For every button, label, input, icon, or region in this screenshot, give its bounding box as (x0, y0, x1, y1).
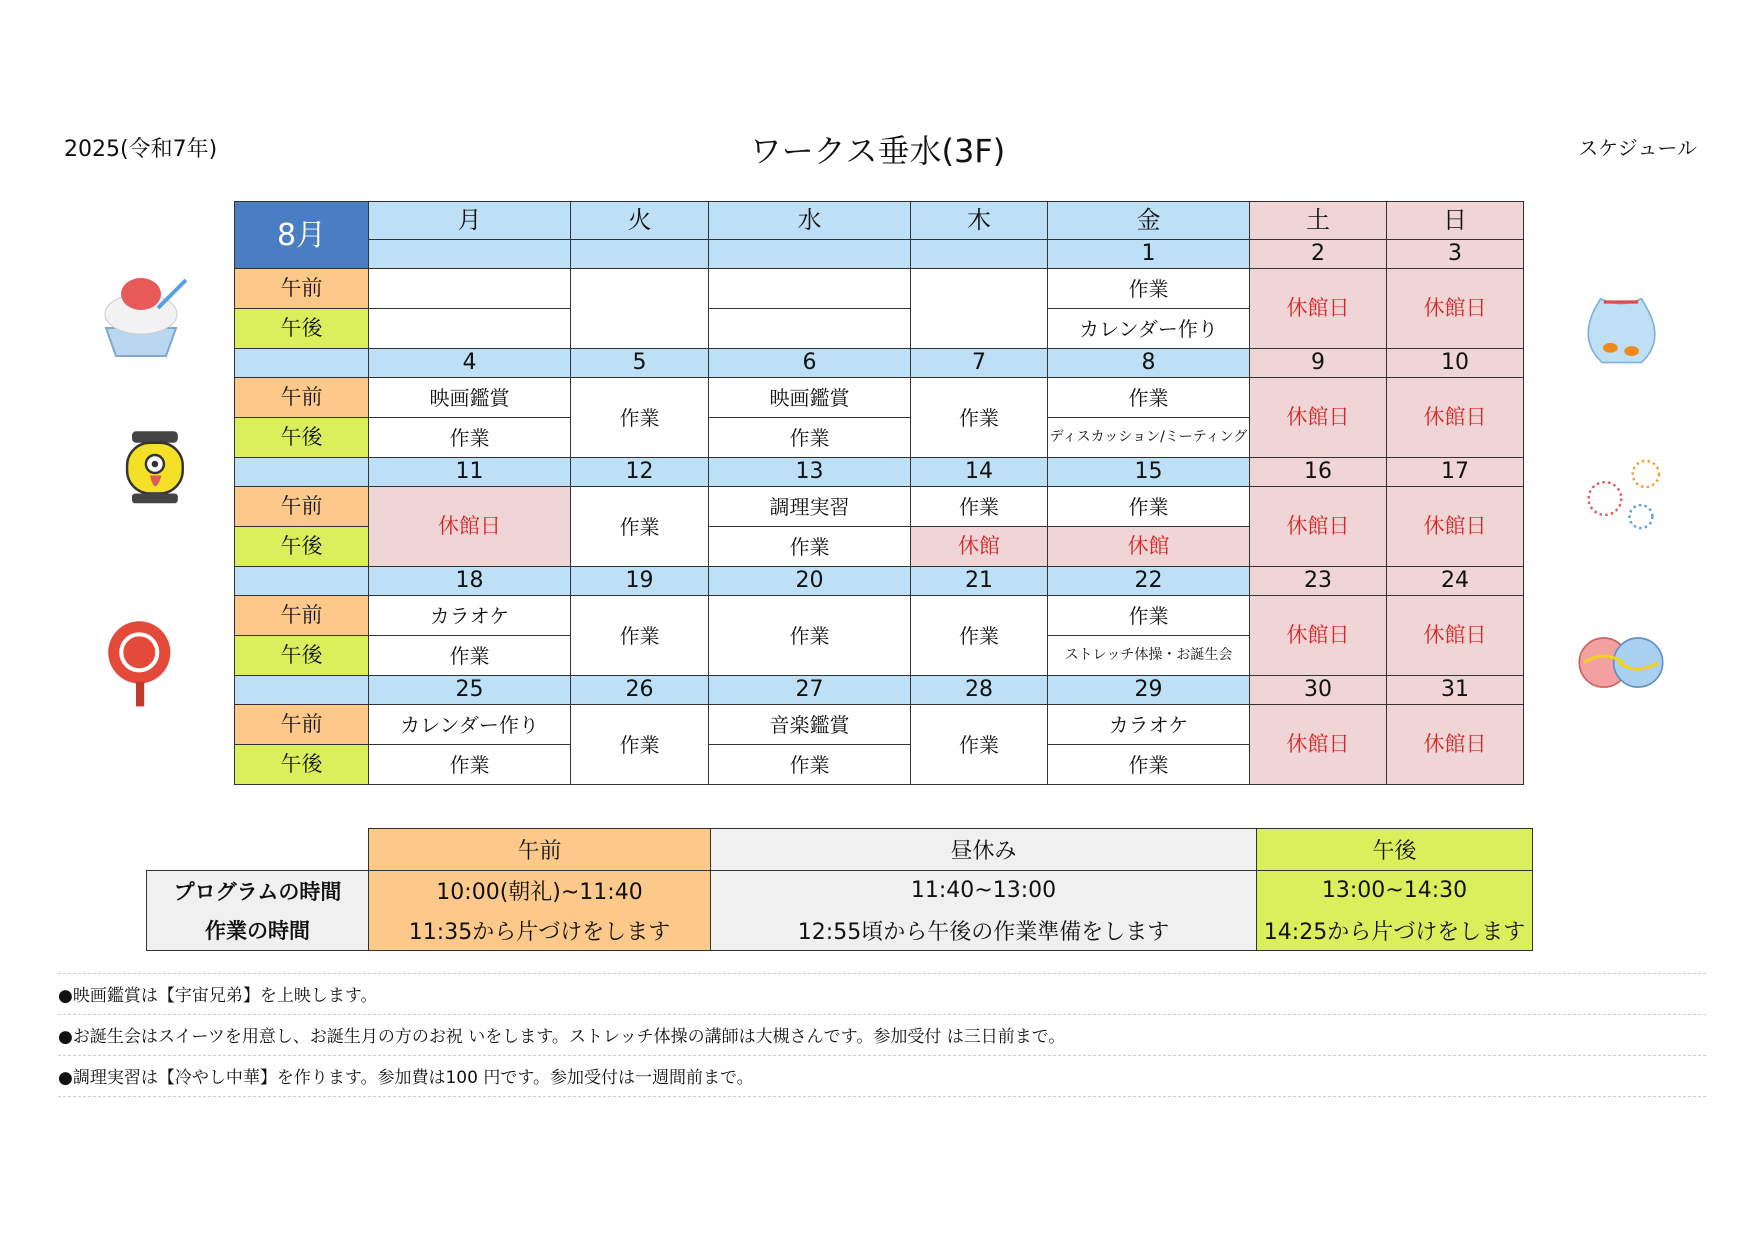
weekday-header: 水 (709, 202, 911, 240)
fireworks-icon (1572, 456, 1682, 546)
day-number: 30 (1250, 676, 1387, 705)
day-number: 17 (1387, 458, 1524, 487)
pm-label: 午後 (235, 745, 369, 785)
weekday-header: 火 (571, 202, 709, 240)
closed-cell: 休館日 (1387, 705, 1524, 785)
note-movie: ●映画鑑賞は【宇宙兄弟】を上映します。 (58, 973, 1706, 1014)
shaved-ice-icon (86, 268, 196, 358)
activity-cell: 作業 (911, 596, 1048, 676)
pm-activity-cell: 作業 (1048, 745, 1250, 785)
week-spacer-cell (235, 567, 369, 596)
day-number: 19 (571, 567, 709, 596)
am-activity-cell: 作業 (1048, 487, 1250, 527)
goldfish-bag-icon (1566, 284, 1676, 374)
closed-cell: 休館日 (1387, 487, 1524, 567)
day-number (911, 240, 1048, 269)
activity-cell: 作業 (911, 378, 1048, 458)
am-activity-cell: カラオケ (1048, 705, 1250, 745)
am-activity-cell: 音楽鑑賞 (709, 705, 911, 745)
weekday-header: 木 (911, 202, 1048, 240)
empty-cell (911, 269, 1048, 349)
pm-program-time: 13:00~14:30 (1257, 871, 1533, 911)
am-activity-cell (369, 269, 571, 309)
weekday-header: 日 (1387, 202, 1524, 240)
times-header-lunch: 昼休み (711, 829, 1257, 871)
am-activity-cell: 作業 (1048, 378, 1250, 418)
day-number: 2 (1250, 240, 1387, 269)
pm-activity-cell: ストレッチ体操・お誕生会 (1048, 636, 1250, 676)
closed-cell: 休館日 (1250, 705, 1387, 785)
lunch-work-time: 12:55頃から午後の作業準備をします (711, 911, 1257, 951)
am-activity-cell: カラオケ (369, 596, 571, 636)
day-number: 31 (1387, 676, 1524, 705)
day-number: 4 (369, 349, 571, 378)
pm-activity-cell: 休館 (1048, 527, 1250, 567)
day-number (709, 240, 911, 269)
closed-cell: 休館日 (1250, 378, 1387, 458)
pm-activity-cell: ディスカッション/ミーティング (1048, 418, 1250, 458)
lunch-program-time: 11:40~13:00 (711, 871, 1257, 911)
page-subtitle: スケジュール (1578, 136, 1697, 160)
day-number: 5 (571, 349, 709, 378)
pm-label: 午後 (235, 527, 369, 567)
pm-label: 午後 (235, 636, 369, 676)
pm-activity-cell: 作業 (709, 527, 911, 567)
closed-cell: 休館日 (1250, 596, 1387, 676)
closed-cell: 休館日 (369, 487, 571, 567)
pm-work-time: 14:25から片づけをします (1257, 911, 1533, 951)
day-number: 14 (911, 458, 1048, 487)
pm-activity-cell: カレンダー作り (1048, 309, 1250, 349)
day-number: 20 (709, 567, 911, 596)
day-number: 6 (709, 349, 911, 378)
day-number (369, 240, 571, 269)
pm-activity-cell (709, 309, 911, 349)
closed-cell: 休館日 (1250, 269, 1387, 349)
am-activity-cell: 作業 (1048, 269, 1250, 309)
day-number: 9 (1250, 349, 1387, 378)
water-balloon-icon (1566, 620, 1676, 710)
am-activity-cell: 映画鑑賞 (709, 378, 911, 418)
note-cooking: ●調理実習は【冷やし中華】を作ります。参加費は100 円です。参加受付は一週間前まで。 (58, 1055, 1706, 1097)
day-number: 8 (1048, 349, 1250, 378)
pm-activity-cell: 作業 (369, 418, 571, 458)
day-number: 23 (1250, 567, 1387, 596)
day-number: 21 (911, 567, 1048, 596)
am-activity-cell: 作業 (911, 487, 1048, 527)
day-number: 11 (369, 458, 571, 487)
page-title: ワークス垂水(3F) (749, 132, 1006, 170)
pm-activity-cell: 作業 (709, 418, 911, 458)
am-activity-cell: カレンダー作り (369, 705, 571, 745)
am-program-time: 10:00(朝礼)~11:40 (369, 871, 711, 911)
am-label: 午前 (235, 487, 369, 527)
activity-cell: 作業 (571, 378, 709, 458)
note-birthday: ●お誕生会はスイーツを用意し、お誕生月の方のお祝 いをします。ストレッチ体操の講師は大槻さんです。参加受付 は三日前まで。 (58, 1014, 1706, 1055)
day-number: 10 (1387, 349, 1524, 378)
empty-cell (571, 269, 709, 349)
am-work-time: 11:35から片づけをします (369, 911, 711, 951)
notes-section (58, 973, 1706, 1097)
day-number: 24 (1387, 567, 1524, 596)
lantern-icon (104, 428, 214, 518)
day-number: 3 (1387, 240, 1524, 269)
day-number (571, 240, 709, 269)
pm-activity-cell: 作業 (369, 636, 571, 676)
activity-cell: 作業 (911, 705, 1048, 785)
pm-activity-cell: 作業 (709, 745, 911, 785)
am-label: 午前 (235, 378, 369, 418)
am-activity-cell: 映画鑑賞 (369, 378, 571, 418)
day-number: 26 (571, 676, 709, 705)
am-activity-cell: 作業 (1048, 596, 1250, 636)
day-number: 12 (571, 458, 709, 487)
times-header-pm: 午後 (1257, 829, 1533, 871)
uchiwa-fan-icon (90, 618, 200, 708)
pm-activity-cell (369, 309, 571, 349)
activity-cell: 作業 (571, 705, 709, 785)
activity-cell: 作業 (709, 596, 911, 676)
day-number: 7 (911, 349, 1048, 378)
year-label: 2025(令和7年) (64, 137, 218, 162)
am-label: 午前 (235, 596, 369, 636)
am-activity-cell: 調理実習 (709, 487, 911, 527)
day-number: 18 (369, 567, 571, 596)
pm-activity-cell: 作業 (369, 745, 571, 785)
pm-label: 午後 (235, 418, 369, 458)
day-number: 13 (709, 458, 911, 487)
day-number: 28 (911, 676, 1048, 705)
am-activity-cell (709, 269, 911, 309)
program-time-label: プログラムの時間 (147, 871, 369, 911)
times-header-am: 午前 (369, 829, 711, 871)
work-time-label: 作業の時間 (147, 911, 369, 951)
closed-cell: 休館日 (1387, 596, 1524, 676)
day-number: 29 (1048, 676, 1250, 705)
activity-cell: 作業 (571, 596, 709, 676)
day-number: 27 (709, 676, 911, 705)
am-label: 午前 (235, 705, 369, 745)
day-number: 25 (369, 676, 571, 705)
am-label: 午前 (235, 269, 369, 309)
closed-cell: 休館日 (1250, 487, 1387, 567)
pm-activity-cell: 休館 (911, 527, 1048, 567)
week-spacer-cell (235, 676, 369, 705)
weekday-header: 金 (1048, 202, 1250, 240)
day-number: 1 (1048, 240, 1250, 269)
pm-label: 午後 (235, 309, 369, 349)
week-spacer-cell (235, 458, 369, 487)
closed-cell: 休館日 (1387, 269, 1524, 349)
closed-cell: 休館日 (1387, 378, 1524, 458)
schedule-calendar (234, 201, 1524, 785)
weekday-header: 月 (369, 202, 571, 240)
weekday-header: 土 (1250, 202, 1387, 240)
time-schedule-table (146, 828, 1533, 951)
activity-cell: 作業 (571, 487, 709, 567)
day-number: 16 (1250, 458, 1387, 487)
month-label: 8月 (235, 202, 369, 269)
day-number: 22 (1048, 567, 1250, 596)
day-number: 15 (1048, 458, 1250, 487)
week-spacer-cell (235, 349, 369, 378)
